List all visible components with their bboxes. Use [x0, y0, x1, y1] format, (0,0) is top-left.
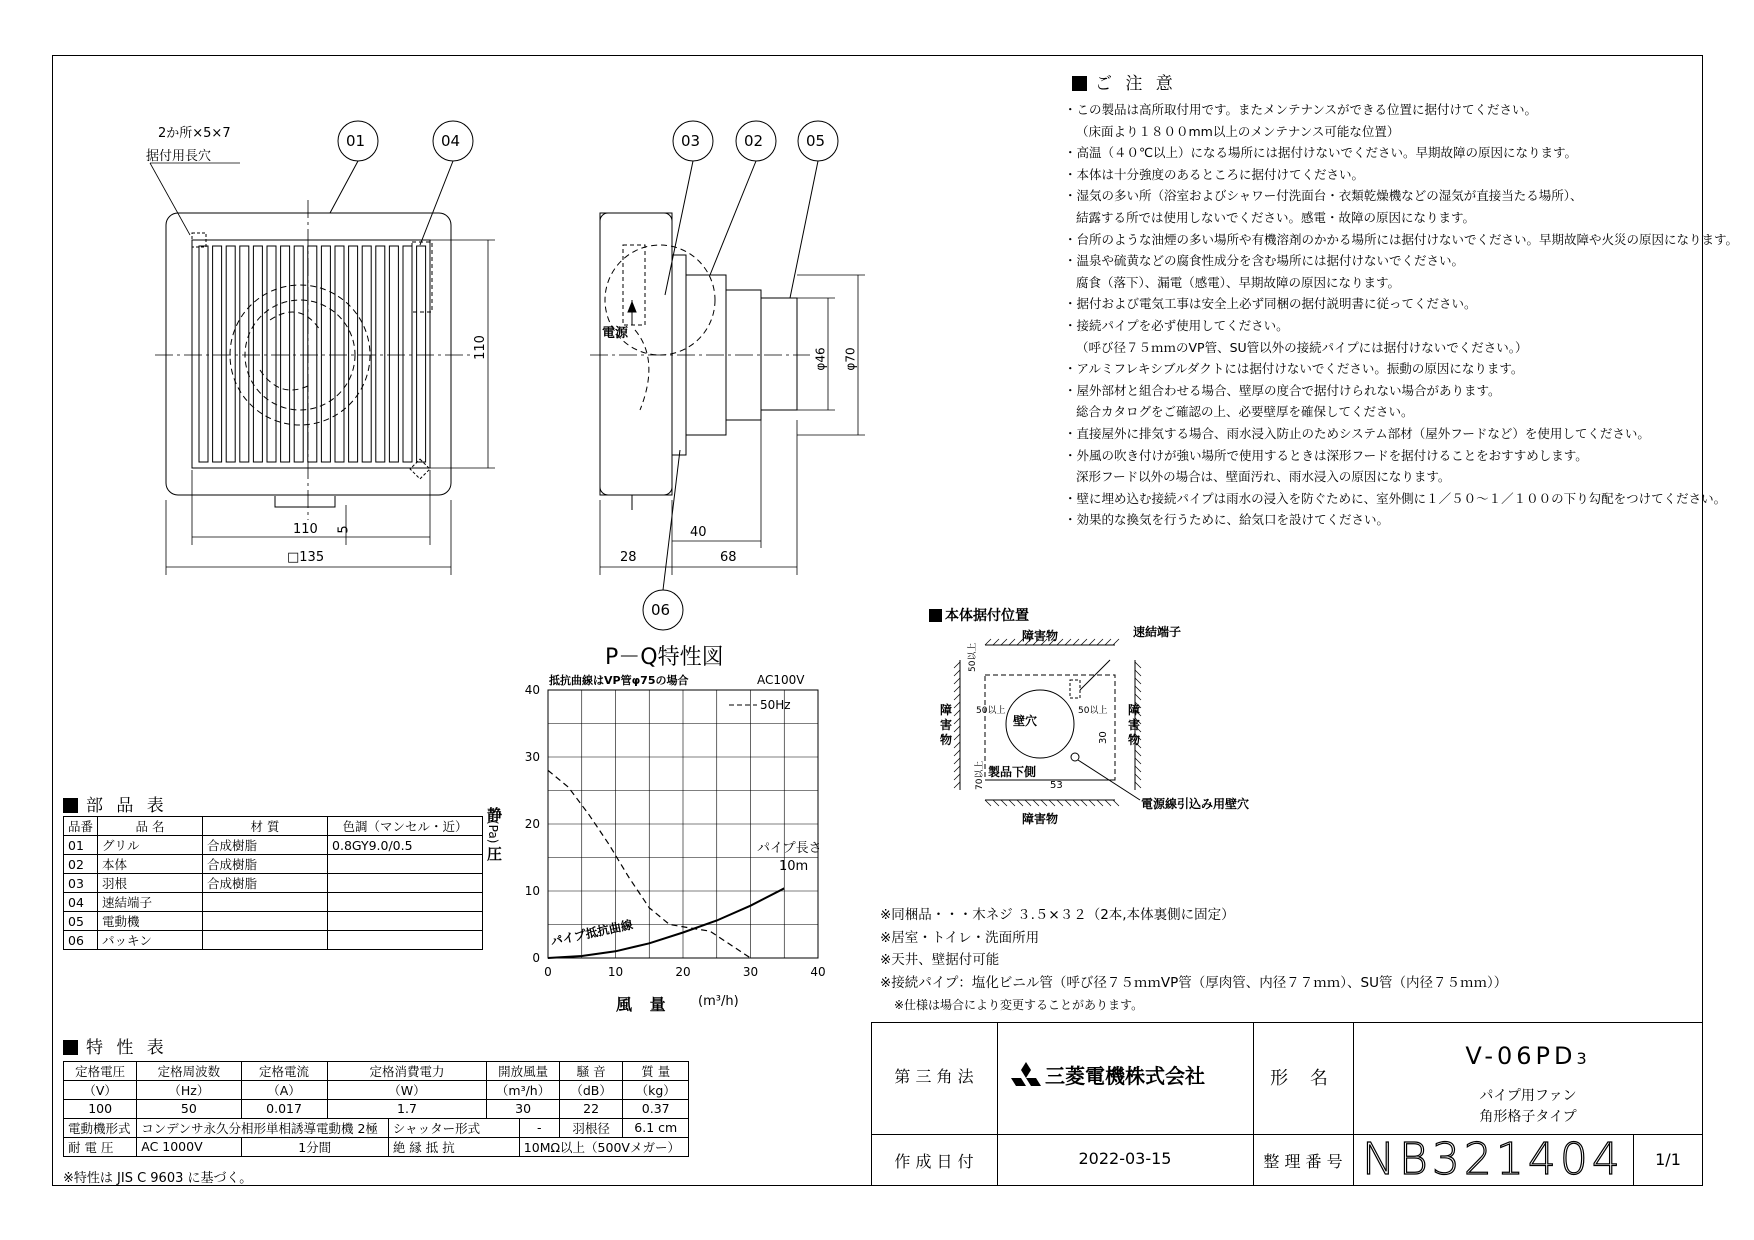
- grille-slat: [362, 246, 371, 462]
- date-value: 2022-03-15: [1078, 1149, 1172, 1168]
- spec-cell: -: [519, 1118, 559, 1137]
- spec-cell: 羽根径: [559, 1118, 623, 1137]
- parts-cell: 04: [64, 893, 98, 912]
- parts-table: [63, 816, 483, 950]
- front-view: [150, 163, 495, 575]
- spec-cell: 10MΩ以上（500Vメガー）: [519, 1137, 688, 1156]
- parts-header-cell: 材 質: [203, 817, 328, 836]
- grille-slat: [213, 246, 222, 462]
- pq-legend-label: 50Hz: [760, 698, 791, 712]
- spec-cell: 1分間: [241, 1137, 388, 1156]
- spec-value-cell: 22: [559, 1100, 623, 1119]
- spec-header-unit: （V）: [64, 1081, 137, 1100]
- grille-slat: [321, 246, 330, 462]
- caution-item: ・本体は十分強度のあるところに据付けてください。: [1064, 166, 1365, 182]
- caution-item: ・効果的な換気を行うために、給気口を設けてください。: [1064, 512, 1390, 528]
- caution-item: ・据付および電気工事は安全上必ず同梱の据付説明書に従ってください。: [1064, 296, 1477, 312]
- caution-item: ・壁に埋め込む接続パイプは雨水の浸入を防ぐために、室外側に１／５０～１／１００の下り勾配をつけてください。: [1064, 490, 1727, 506]
- spec-cell: シャッター形式: [388, 1118, 519, 1137]
- projection: 第 三 角 法: [894, 1067, 974, 1086]
- callouts: [330, 121, 838, 630]
- caution-item: ・屋外部材と組合わせる場合、壁厚の度合で据付けられない場合があります。: [1064, 382, 1501, 398]
- parts-cell: 01: [64, 836, 98, 855]
- pq-y-tick: 20: [524, 817, 540, 831]
- caution-item: （呼び径７５ｍｍのVP管、SU管以外の接続パイプには据付けないでください。）: [1076, 339, 1528, 355]
- obstacle-top: 障害物: [1022, 629, 1059, 643]
- pq-ylabel-unit: (Pa): [486, 820, 500, 844]
- parts-cell: 速結端子: [98, 893, 203, 912]
- spec-header-cell: 定格周波数: [137, 1062, 241, 1081]
- terminal-hidden: [412, 242, 432, 312]
- parts-cell: 06: [64, 931, 98, 950]
- dim-phi70: φ70: [843, 347, 858, 371]
- sheet-number: 1/1: [1655, 1150, 1681, 1169]
- pq-y-tick: 40: [524, 683, 540, 697]
- dim-height-110: 110: [472, 335, 488, 360]
- spec-header-unit: （Hz）: [137, 1081, 241, 1100]
- note-line: ※天井、壁据付可能: [880, 952, 1000, 968]
- dim-70: 70以上: [975, 760, 985, 790]
- parts-cell: 0.8GY9.0/0.5: [328, 836, 483, 855]
- caution-item: ・直接屋外に排気する場合、雨水浸入防止のためシステム部材（屋外フードなど）を使用してください。: [1064, 425, 1650, 441]
- pq-ylabel-1: 静: [487, 806, 503, 824]
- product-bottom-label: 製品下側: [988, 765, 1037, 779]
- table-row: [64, 874, 483, 893]
- pq-xlabel: 風 量: [616, 995, 672, 1014]
- pipe-length-value: 10m: [779, 859, 809, 874]
- parts-header-row: [64, 817, 483, 836]
- spec-header-unit: （kg）: [623, 1081, 689, 1100]
- caution-list: [1064, 99, 1739, 531]
- parts-cell: 合成樹脂: [203, 836, 328, 855]
- dim-28: 28: [620, 550, 637, 565]
- parts-cell: 本体: [98, 855, 203, 874]
- caution-item: ・温泉や硫黄などの腐食性成分を含む場所には据付けないでください。: [1064, 253, 1465, 269]
- date-label: 作 成 日 付: [894, 1152, 974, 1171]
- note-line: ※同梱品・・・木ネジ ３.５×３２（2本,本体裏側に固定）: [880, 907, 1235, 923]
- grille-slat: [226, 246, 235, 462]
- spec-header-cell: 定格電流: [241, 1062, 327, 1081]
- model-label: 形 名: [1270, 1068, 1336, 1089]
- mitsubishi-logo-icon: [1011, 1062, 1041, 1088]
- notes: [880, 904, 1507, 1017]
- caution-title: ご 注 意: [1072, 69, 1177, 94]
- dim-53: 53: [1050, 780, 1063, 791]
- grille-slat: [376, 246, 385, 462]
- spec-header-cell: 定格電圧: [64, 1062, 137, 1081]
- spec-value-cell: 100: [64, 1100, 137, 1119]
- parts-cell: 合成樹脂: [203, 855, 328, 874]
- grille-slat: [335, 246, 344, 462]
- table-row: [64, 912, 483, 931]
- grille-slat: [389, 246, 398, 462]
- wall-hole-label: 壁穴: [1013, 714, 1038, 728]
- pq-chart-title: P－Q特性図: [605, 645, 724, 670]
- desc-2: 角形格子タイプ: [1479, 1109, 1577, 1125]
- dim-50-right: 50以上: [1078, 706, 1108, 716]
- pq-y-tick: 0: [532, 951, 540, 965]
- spec-value-cell: 30: [487, 1100, 559, 1119]
- title-block: [871, 1022, 1703, 1186]
- caution-item: 結露する所では使用しないでください。感電・故障の原因になります。: [1076, 209, 1476, 225]
- spec-value-cell: 0.37: [623, 1100, 689, 1119]
- spec-cell: コンデンサ永久分相形単相誘導電動機 2極: [137, 1118, 389, 1137]
- obstacle-left: 障害物: [940, 703, 953, 747]
- spec-header-unit: （dB）: [559, 1081, 623, 1100]
- grille-slat: [403, 246, 412, 462]
- caution-item: （床面より１８００mm以上のメンテナンス可能な位置）: [1076, 123, 1400, 139]
- parts-cell: [328, 912, 483, 931]
- pq-x-tick: 20: [675, 965, 691, 979]
- desc-1: パイプ用ファン: [1479, 1088, 1577, 1104]
- spec-value-row: [64, 1100, 689, 1119]
- pq-x-tick: 0: [544, 965, 552, 979]
- caution-item: ・台所のような油煙の多い場所や有機溶剤のかかる場所には据付けないでください。早期故障や火災の原因になります。: [1064, 231, 1739, 247]
- caution-item: ・湿気の多い所（浴室およびシャワー付洗面台・衣類乾燥機などの湿気が直接当たる場所）、: [1064, 188, 1583, 204]
- table-row: [64, 855, 483, 874]
- spec-cell: 6.1 cm: [623, 1118, 689, 1137]
- parts-cell: [328, 855, 483, 874]
- callout-02-label: 02: [744, 132, 764, 150]
- cord-exit: [275, 496, 335, 507]
- parts-cell: [328, 893, 483, 912]
- dim-width-135: □135: [287, 550, 325, 565]
- spec-header-unit-row: [64, 1081, 689, 1100]
- dim-30: 30: [1098, 731, 1109, 744]
- side-view: [590, 213, 865, 575]
- dim-width-110: 110: [293, 522, 318, 537]
- pq-xlabel-unit: (m³/h): [698, 994, 739, 1009]
- hole-note-1: 2か所×5×7: [158, 126, 231, 141]
- parts-cell: 羽根: [98, 874, 203, 893]
- callout-04-label: 04: [441, 132, 461, 150]
- parts-header-cell: 色調（マンセル・近）: [328, 817, 483, 836]
- company: 三菱電機株式会社: [1011, 1060, 1251, 1089]
- spec-header-unit: （A）: [241, 1081, 327, 1100]
- grille-slat: [308, 246, 317, 462]
- spec-cell: 電動機形式: [64, 1118, 137, 1137]
- power-hole-label: 電源線引込み用壁穴: [1141, 797, 1250, 811]
- pq-x-tick: 40: [810, 965, 826, 979]
- spec-header-row: [64, 1062, 689, 1081]
- spec-table: [63, 1061, 689, 1157]
- dim-40: 40: [690, 525, 707, 540]
- table-row: [64, 836, 483, 855]
- caution-item: ・高温（４０℃以上）になる場所には据付けないでください。早期故障の原因になります。: [1064, 145, 1578, 161]
- grille-slat: [417, 246, 426, 462]
- parts-cell: [203, 931, 328, 950]
- pq-x-tick: 30: [742, 965, 759, 979]
- side-body: [600, 213, 672, 495]
- dim-5: 5: [336, 525, 352, 534]
- pq-y-tick: 10: [524, 884, 540, 898]
- power-label: 電源: [602, 326, 629, 341]
- pipe-length-label: パイプ長さ: [757, 841, 822, 856]
- obstacle-right: 障害物: [1128, 703, 1141, 747]
- parts-cell: 電動機: [98, 912, 203, 931]
- resistance-label: パイプ抵抗曲線: [549, 917, 635, 949]
- spec-cell: AC 1000V: [137, 1137, 241, 1156]
- parts-cell: 合成樹脂: [203, 874, 328, 893]
- parts-cell: [328, 874, 483, 893]
- dim-phi46: φ46: [813, 347, 828, 371]
- grille-frame: [192, 240, 430, 468]
- dim-50-top: 50以上: [968, 642, 978, 672]
- callout-01-label: 01: [346, 132, 366, 150]
- caution-item: ・アルミフレキシブルダクトには据付けないでください。振動の原因になります。: [1064, 361, 1524, 377]
- spec-footnote: ※特性は JIS C 9603 に基づく。: [63, 1171, 253, 1186]
- hole-note-2: 据付用長穴: [146, 149, 212, 164]
- spec-header-unit: （m³/h）: [487, 1081, 559, 1100]
- pq-ylabel-2: 圧: [487, 845, 503, 863]
- parts-table-title: 部 品 表: [63, 791, 168, 816]
- terminal-label: 速結端子: [1133, 625, 1182, 639]
- parts-cell: [203, 893, 328, 912]
- parts-cell: パッキン: [98, 931, 203, 950]
- caution-item: ・外風の吹き付けが強い場所で使用するときは深形フードを据付けることをおすすめします。: [1064, 447, 1588, 463]
- note-line: ※接続パイプ：塩化ビニル管（呼び径７５ｍｍVP管（厚肉管、内径７７ｍｍ）、SU管（内径７５ｍｍ））: [880, 974, 1508, 991]
- pq-x-tick: 10: [607, 965, 624, 979]
- parts-cell: 05: [64, 912, 98, 931]
- parts-cell: 02: [64, 855, 98, 874]
- caution-item: ・接続パイプを必ず使用してください。: [1064, 317, 1289, 333]
- front-body-outline: [166, 213, 451, 495]
- note-line: ※仕様は場合により変更することがあります。: [894, 998, 1144, 1012]
- grille-slat: [281, 246, 290, 462]
- grille-slat: [199, 246, 208, 462]
- spec-table-title: 特 性 表: [63, 1033, 168, 1058]
- spec-header-cell: 質 量: [623, 1062, 689, 1081]
- spec-cell: 絶 縁 抵 抗: [388, 1137, 519, 1156]
- spec-value-cell: 1.7: [327, 1100, 487, 1119]
- spec-value-cell: 50: [137, 1100, 241, 1119]
- install-title: 本体据付位置: [929, 605, 1029, 625]
- obstacle-bottom: 障害物: [1022, 812, 1059, 826]
- spec-value-cell: 0.017: [241, 1100, 327, 1119]
- pq-chart-voltage: AC100V: [757, 673, 805, 687]
- caution-item: 腐食（落下）、漏電（感電）、早期故障の原因になります。: [1076, 274, 1401, 290]
- callout-06-label: 06: [651, 601, 671, 619]
- spec-header-unit: （W）: [327, 1081, 487, 1100]
- grille-slat: [294, 246, 303, 462]
- spec-header-cell: 定格消費電力: [327, 1062, 487, 1081]
- spec-voltage-row: [64, 1137, 689, 1156]
- callout-03-label: 03: [681, 132, 701, 150]
- pq-y-tick: 30: [524, 750, 540, 764]
- table-row: [64, 893, 483, 912]
- parts-header-cell: 品 名: [98, 817, 203, 836]
- grille-slat: [267, 246, 276, 462]
- parts-cell: [203, 912, 328, 931]
- drawing-number: NB321404: [1362, 1134, 1624, 1185]
- grille-slat: [349, 246, 358, 462]
- pq-chart-note: 抵抗曲線はVP管φ75の場合: [549, 674, 689, 687]
- number-label: 整 理 番 号: [1263, 1152, 1343, 1171]
- model-number: V-06PD3: [1465, 1042, 1591, 1070]
- caution-item: ・この製品は高所取付用です。またメンテナンスができる位置に据付けてください。: [1064, 102, 1538, 117]
- grille-slat: [253, 246, 262, 462]
- grille-slat: [240, 246, 249, 462]
- table-row: [64, 931, 483, 950]
- grille-slats: [199, 246, 426, 462]
- spec-header-cell: 騒 音: [559, 1062, 623, 1081]
- parts-cell: グリル: [98, 836, 203, 855]
- parts-cell: [328, 931, 483, 950]
- spec-cell: 耐 電 圧: [64, 1137, 137, 1156]
- parts-cell: 03: [64, 874, 98, 893]
- spec-header-cell: 開放風量: [487, 1062, 559, 1081]
- note-line: ※居室・トイレ・洗面所用: [880, 929, 1040, 946]
- caution-item: 深形フード以外の場合は、壁面汚れ、雨水浸入の原因になります。: [1076, 469, 1451, 485]
- callout-05-label: 05: [806, 132, 826, 150]
- dim-50-left: 50以上: [976, 706, 1006, 716]
- caution-item: 総合カタログをご確認の上、必要壁厚を確保してください。: [1076, 404, 1414, 420]
- parts-header-cell: 品番: [64, 817, 98, 836]
- dim-68: 68: [720, 550, 737, 565]
- spec-motor-row: [64, 1118, 689, 1137]
